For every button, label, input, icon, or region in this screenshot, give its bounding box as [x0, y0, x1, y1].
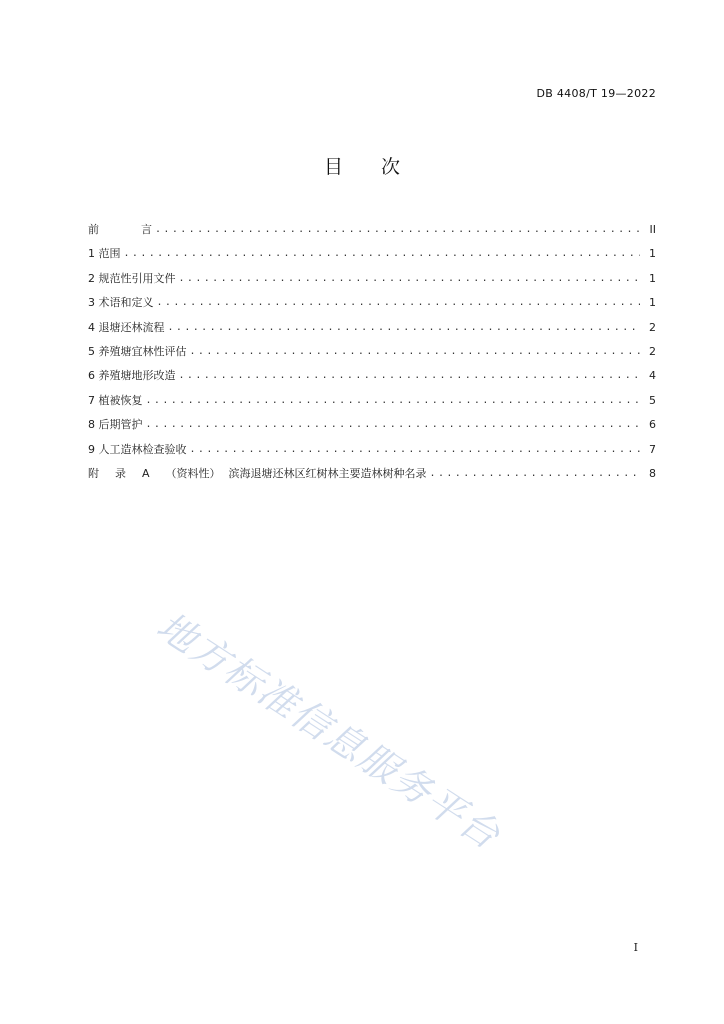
standard-code-header: DB 4408/T 19—2022 [536, 87, 656, 100]
toc-entry-1[interactable] [88, 242, 656, 266]
toc-entry-label: 6 养殖塘地形改造 [88, 369, 176, 383]
toc-page-number: 7 [649, 442, 656, 456]
toc-dot-leader [146, 389, 641, 413]
toc-page-number: 1 [649, 271, 656, 285]
footer-page-number: I [633, 941, 638, 954]
toc-page-number: II [649, 223, 656, 236]
appendix-type: （资料性） [165, 466, 221, 480]
appendix-title: 滨海退塘还林区红树林主要造林树种名录 [228, 466, 427, 480]
toc-dot-leader [179, 267, 641, 291]
toc-page-number: 2 [649, 344, 656, 358]
appendix-letter: A [142, 466, 150, 480]
toc-entry-7[interactable] [88, 389, 656, 413]
toc-entry-foreword[interactable] [88, 218, 656, 242]
appendix-word-1: 附 [88, 466, 99, 480]
foreword-char-1: 前 [88, 223, 99, 236]
toc-dot-leader [168, 316, 641, 340]
toc-page-number: 5 [649, 393, 656, 407]
toc-entry-label: 4 退塘还林流程 [88, 320, 165, 334]
toc-dot-leader [155, 218, 640, 242]
title-char-1: 目 [323, 156, 343, 178]
toc-page-number: 4 [649, 369, 656, 383]
toc-page-number: 6 [649, 418, 656, 432]
toc-entry-6[interactable] [88, 364, 656, 388]
toc-entry-8[interactable] [88, 413, 656, 437]
toc-entry-label: 9 人工造林检查验收 [88, 442, 187, 456]
toc-entry-5[interactable] [88, 340, 656, 364]
toc-dot-leader [430, 462, 640, 486]
toc-entry-label [88, 462, 427, 486]
toc-entry-label: 7 植被恢复 [88, 393, 143, 407]
toc-dot-leader [146, 413, 641, 437]
toc-dot-leader [179, 364, 641, 388]
toc-entry-3[interactable] [88, 291, 656, 315]
toc-entry-label: 8 后期管护 [88, 418, 143, 432]
title-char-2: 次 [381, 156, 401, 178]
toc-entry-2[interactable] [88, 267, 656, 291]
toc-page-number: 1 [649, 247, 656, 261]
toc-entry-label: 2 规范性引用文件 [88, 271, 176, 285]
watermark: 地方标准信息服务平台 [149, 603, 509, 859]
toc-dot-leader [124, 242, 641, 266]
toc-entry-label: 3 术语和定义 [88, 296, 154, 310]
toc-page-number: 8 [649, 466, 656, 480]
toc-entry-appendix-a[interactable] [88, 462, 656, 486]
toc-dot-leader [190, 340, 641, 364]
toc-entry-label [88, 218, 152, 242]
toc-page-number: 1 [649, 296, 656, 310]
toc-page-number: 2 [649, 320, 656, 334]
toc-dot-leader [190, 438, 641, 462]
foreword-char-2: 言 [141, 223, 152, 236]
appendix-word-2: 录 [115, 466, 126, 480]
toc-entry-4[interactable] [88, 316, 656, 340]
toc-dot-leader [157, 291, 641, 315]
toc-entry-9[interactable] [88, 438, 656, 462]
toc-entry-label: 1 范围 [88, 247, 121, 261]
toc-entry-label: 5 养殖塘宜林性评估 [88, 344, 187, 358]
page-title [0, 152, 724, 179]
table-of-contents [88, 218, 656, 486]
